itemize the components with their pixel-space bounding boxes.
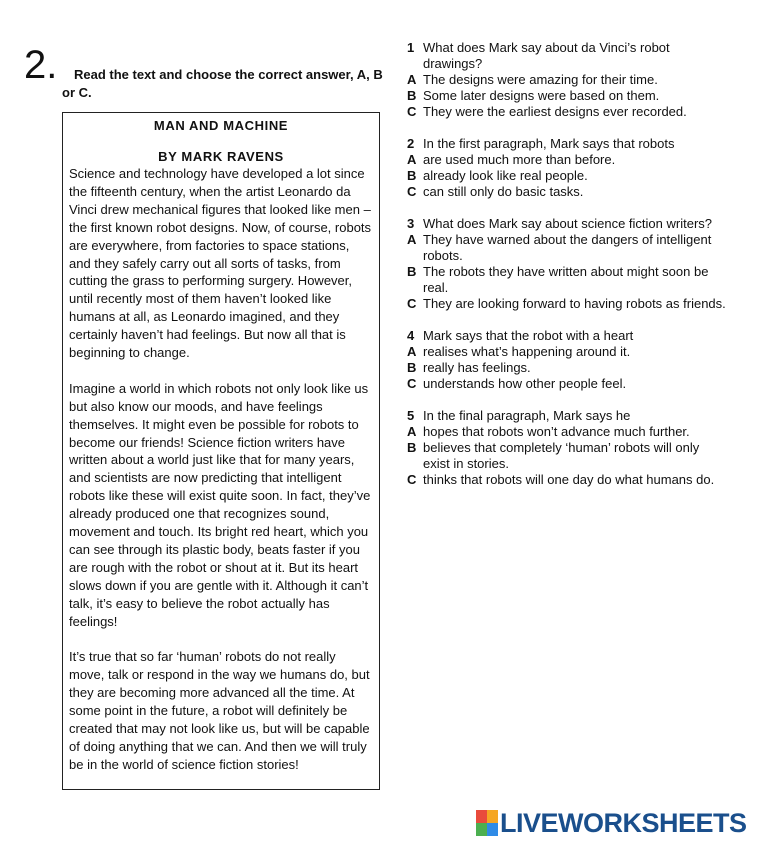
option-letter: A (407, 344, 417, 359)
logo-square-green (476, 823, 487, 836)
answer-option[interactable] (407, 424, 727, 440)
option-letter: A (407, 152, 417, 167)
question-1 (407, 40, 727, 120)
option-text: believes that completely ‘human’ robots will only exist in stories. (423, 440, 700, 471)
option-text: are used much more than before. (423, 152, 616, 167)
option-text: thinks that robots will one day do what humans do. (423, 472, 715, 487)
option-text: understands how other people feel. (423, 376, 627, 391)
option-text: Some later designs were based on them. (423, 88, 660, 103)
logo-square-orange (487, 810, 498, 823)
questions-list (407, 40, 727, 504)
logo-grid-icon (476, 810, 498, 836)
option-text: realises what’s happening around it. (423, 344, 631, 359)
article-title: MAN AND MACHINE (153, 118, 289, 133)
logo-square-blue (487, 823, 498, 836)
option-letter: B (407, 88, 417, 103)
option-text: They were the earliest designs ever recorded. (423, 104, 687, 119)
liveworksheets-logo[interactable] (476, 808, 747, 838)
question-4 (407, 328, 727, 392)
brand-name: LIVEWORKSHEETS (500, 807, 747, 838)
option-text: really has feelings. (423, 360, 531, 375)
option-text: The designs were amazing for their time. (423, 72, 658, 87)
answer-option[interactable] (407, 152, 727, 168)
answer-option[interactable] (407, 344, 727, 360)
question-number: 3 (407, 216, 415, 231)
option-text: already look like real people. (423, 168, 588, 183)
answer-option[interactable] (407, 296, 727, 312)
answer-option[interactable] (407, 88, 727, 104)
option-letter: B (407, 440, 417, 455)
option-letter: C (407, 472, 417, 487)
option-letter: C (407, 184, 417, 199)
question-3 (407, 216, 727, 312)
option-text: hopes that robots won’t advance much further. (423, 424, 690, 439)
option-letter: A (407, 424, 417, 439)
option-text: The robots they have written about might soon be real. (423, 264, 709, 295)
question-number: 2 (407, 136, 415, 151)
question-2 (407, 136, 727, 200)
answer-option[interactable] (407, 168, 727, 184)
answer-option[interactable] (407, 184, 727, 200)
exercise-instruction: Read the text and choose the correct answer, A, B or C. (62, 67, 383, 100)
article-paragraph-1: Science and technology have developed a lot since the fifteenth century, when the artist Leonardo da Vinci drew mechanical figures that looked like men – the first known robot designs. Now, of course, robots are everywhere, from factories to space stations, and they safely carry out all sorts of tasks, from cutting the grass to performing surgery. However, until recently most of them haven’t looked like humans at all, as Leonardo imagined, and they certainly haven’t had feelings. But now all that is beginning to change. (69, 166, 372, 361)
answer-option[interactable] (407, 72, 727, 88)
answer-option[interactable] (407, 472, 727, 488)
option-letter: C (407, 376, 417, 391)
article-paragraph-3: It’s true that so far ‘human’ robots do not really move, talk or respond in the way we humans do, but they are becoming more advanced all the time. At some point in the future, a robot will definitely be created that may not look like us, but will be capable of doing anything that we can. And then we will truly be in the world of science fiction stories! (69, 649, 370, 772)
answer-option[interactable] (407, 104, 727, 120)
question-number: 5 (407, 408, 415, 423)
logo-square-red (476, 810, 487, 823)
answer-option[interactable] (407, 232, 727, 264)
option-letter: C (407, 296, 417, 311)
option-text: can still only do basic tasks. (423, 184, 584, 199)
exercise-number: 2. (24, 43, 58, 87)
article-box (62, 112, 380, 790)
article-byline: BY MARK RAVENS (158, 149, 284, 164)
question-stem: In the first paragraph, Mark says that robots (423, 136, 675, 151)
question-stem: What does Mark say about science fiction writers? (423, 216, 713, 231)
answer-option[interactable] (407, 360, 727, 376)
option-text: They have warned about the dangers of intelligent robots. (423, 232, 712, 263)
option-letter: B (407, 168, 417, 183)
article-paragraph-2: Imagine a world in which robots not only look like us but also know our moods, and have feelings themselves. It might even be possible for robots to become our friends! Science fiction writers have written about a world just like that for many years, and scientists are now predicting that intelligent robots like these will exist quite soon. In fact, they’ve already produced one that recognizes sound, movement and touch. Its bright red heart, which you can see through its plastic body, beats faster if you are rough with the robot or shout at it. But its heart slows down if you are gentle with it. Although it can’t talk, it’s easy to believe the robot actually has feelings! (69, 380, 371, 629)
option-text: They are looking forward to having robots as friends. (423, 296, 726, 311)
question-stem: What does Mark say about da Vinci’s robot drawings? (423, 40, 670, 71)
option-letter: A (407, 72, 417, 87)
question-stem: In the final paragraph, Mark says he (423, 408, 631, 423)
answer-option[interactable] (407, 440, 727, 472)
question-stem: Mark says that the robot with a heart (423, 328, 634, 343)
question-number: 1 (407, 40, 415, 55)
option-letter: A (407, 232, 417, 247)
option-letter: B (407, 264, 417, 279)
answer-option[interactable] (407, 264, 727, 296)
option-letter: C (407, 104, 417, 119)
answer-option[interactable] (407, 376, 727, 392)
question-5 (407, 408, 727, 488)
question-number: 4 (407, 328, 415, 343)
option-letter: B (407, 360, 417, 375)
